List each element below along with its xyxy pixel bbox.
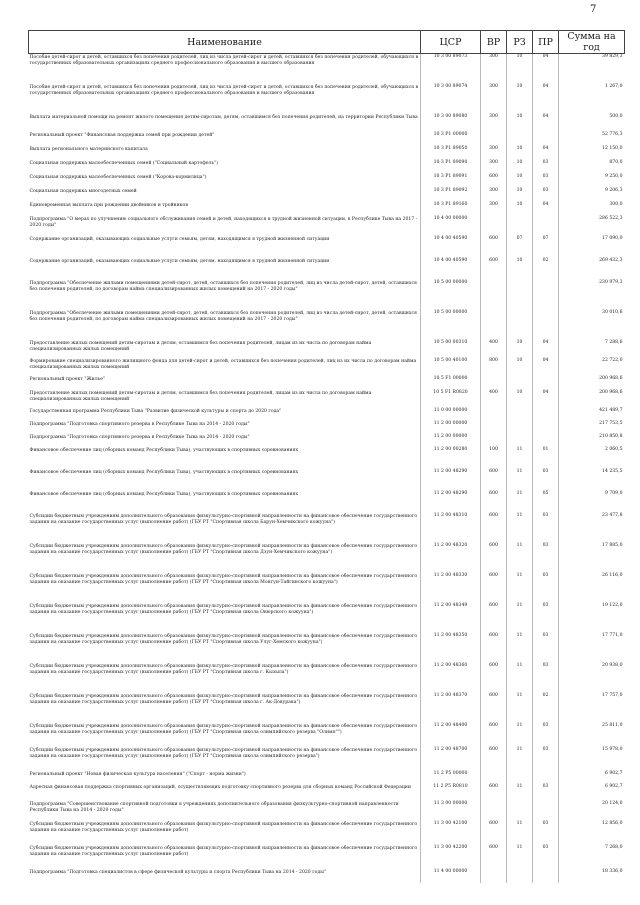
row-rz	[507, 421, 533, 434]
row-pr: 03	[533, 845, 559, 869]
row-pr: 02	[533, 693, 559, 723]
row-rz: 11	[507, 603, 533, 633]
row-vr: 100	[481, 447, 507, 469]
row-pr: 03	[533, 663, 559, 693]
row-sum: 20 124,0	[602, 800, 623, 806]
row-vr: 300	[481, 146, 507, 160]
row-sum: 7 288,6	[604, 339, 623, 345]
row-name: Региональный проект "Жилье"	[29, 376, 421, 390]
row-rz: 11	[507, 469, 533, 491]
row-sum: 30 010,6	[602, 309, 623, 315]
row-name: Субсидии бюджетным учреждениям дополнительного образования физкультурно-спортивной направленности на финансовое обеспечение государственного задания на оказание государственных услуг (выполнение работ) (ГБУ РТ "Спортивная школа г. Кызыла")	[29, 663, 421, 693]
row-pr: 01	[533, 447, 559, 469]
row-sum: 7 268,0	[604, 844, 623, 850]
row-sum: 2 060,5	[604, 446, 623, 452]
row-name: Субсидии бюджетным учреждениям дополнительного образования физкультурно-спортивной направленности на финансовое обеспечение государственного задания на оказание государственных услуг (выполнение работ) (ГБУ РТ "Спортивная школа Овюрского кожууна")	[29, 603, 421, 633]
table-row	[29, 188, 625, 202]
row-rz	[507, 216, 533, 236]
row-csr: 10 4 00 00000	[421, 216, 481, 236]
row-vr: 600	[481, 573, 507, 603]
row-rz	[507, 280, 533, 310]
row-vr	[481, 771, 507, 784]
row-sum: 300,0	[609, 201, 623, 207]
row-vr	[481, 376, 507, 390]
row-sum: 14 235,5	[602, 468, 623, 474]
row-csr: 10 4 00 40590	[421, 258, 481, 280]
row-pr: 05	[533, 491, 559, 513]
table-row	[29, 132, 625, 146]
row-name: Выплата регионального материнского капитала	[29, 146, 421, 160]
row-vr	[481, 132, 507, 146]
row-name: Подпрограмма "Обеспечение жилыми помещениями детей-сирот, детей, оставшихся без попечения родителей, лиц из числа детей-сирот, детей, оставшихся без попечения родителей, по договорам найма специализированных жилых помещений на 2017 - 2020 годы"	[29, 310, 421, 340]
header-csr: ЦСР	[421, 31, 481, 54]
row-vr: 800	[481, 358, 507, 376]
row-pr: 03	[533, 543, 559, 573]
row-name: Подпрограмма "О мерах по улучшению социального обслуживания семей и детей, находящихся в трудной жизненной ситуации, в Республике Тыва на 2017 - 2020 годы"	[29, 216, 421, 236]
row-rz: 10	[507, 84, 533, 114]
row-sum: 52 776,3	[602, 131, 623, 137]
row-sum: 20 938,0	[602, 662, 623, 668]
table-row	[29, 543, 625, 573]
row-name: Субсидии бюджетным учреждениям дополнительного образования физкультурно-спортивной направленности на финансовое обеспечение государственного задания на оказание государственных услуг (выполнение работ)	[29, 821, 421, 845]
row-name: Единовременная выплата при рождении двойников и тройников	[29, 202, 421, 216]
row-name: Государственная программа Республики Тыва "Развитие физической культуры и спорта до 2020 года"	[29, 408, 421, 421]
table-row	[29, 723, 625, 747]
row-csr: 10 3 P1 89050	[421, 146, 481, 160]
table-row	[29, 573, 625, 603]
row-name: Подпрограмма "Обеспечение жилыми помещениями детей-сирот, детей, оставшихся без попечения родителей, лиц из числа детей-сирот, детей, оставшихся без попечения родителей, по договорам найма специализированных жилых помещений на 2017 - 2020 годы"	[29, 280, 421, 310]
row-rz	[507, 801, 533, 821]
row-rz	[507, 869, 533, 883]
header-sum: Сумма на год	[559, 31, 625, 54]
row-name: Региональный проект "Финансовая поддержка семей при рождении детей"	[29, 132, 421, 146]
row-pr: 03	[533, 633, 559, 663]
row-rz: 10	[507, 258, 533, 280]
row-pr: 03	[533, 821, 559, 845]
budget-table	[28, 30, 625, 883]
row-rz: 10	[507, 202, 533, 216]
row-pr: 03	[533, 723, 559, 747]
row-csr: 11 2 00 48370	[421, 693, 481, 723]
table-row	[29, 358, 625, 376]
row-rz: 11	[507, 543, 533, 573]
table-row	[29, 258, 625, 280]
row-name: Субсидии бюджетным учреждениям дополнительного образования физкультурно-спортивной направленности на финансовое обеспечение государственного задания на оказание государственных услуг (выполнение работ)	[29, 845, 421, 869]
table-row	[29, 447, 625, 469]
row-csr: 11 2 P5 00000	[421, 771, 481, 784]
row-pr	[533, 869, 559, 883]
table-row	[29, 747, 625, 771]
table-row	[29, 376, 625, 390]
row-csr: 10 3 P1 89160	[421, 202, 481, 216]
row-csr: 11 2 00 48360	[421, 663, 481, 693]
row-pr	[533, 801, 559, 821]
row-csr: 10 5 00 40100	[421, 358, 481, 376]
row-pr: 03	[533, 174, 559, 188]
row-csr: 11 2 00 48290	[421, 469, 481, 491]
row-csr: 11 2 00 00000	[421, 421, 481, 434]
row-csr: 11 0 00 00000	[421, 408, 481, 421]
row-csr: 11 2 00 48350	[421, 633, 481, 663]
row-name: Субсидии бюджетным учреждениям дополнительного образования физкультурно-спортивной направленности на финансовое обеспечение государственного задания на оказание государственных услуг (выполнение работ) (ГБУ РТ "Спортивная школа г. Ак-Довурака")	[29, 693, 421, 723]
row-name: Финансовое обеспечение лиц (сборных команд Республики Тыва), участвующих в спортивных соревнованиях	[29, 469, 421, 491]
table-row	[29, 236, 625, 258]
row-csr: 11 3 00 42100	[421, 821, 481, 845]
row-vr: 300	[481, 188, 507, 202]
table-row	[29, 513, 625, 543]
row-sum: 217 753,5	[599, 420, 623, 426]
row-rz: 11	[507, 784, 533, 801]
row-pr: 04	[533, 84, 559, 114]
row-rz: 11	[507, 747, 533, 771]
row-sum: 200 968,6	[599, 375, 623, 381]
row-name: Подпрограмма "Совершенствование спортивной подготовки в учреждениях дополнительного образования физкультурно-спортивной направленности Республики Тыва на 2014 - 2020 годы"	[29, 801, 421, 821]
row-csr: 10 3 P1 89091	[421, 174, 481, 188]
row-vr	[481, 408, 507, 421]
row-sum: 500,0	[609, 113, 623, 119]
row-name: Предоставление жилых помещений детям-сиротам и детям, оставшимся без попечения родителей, лицам из их числа по договорам найма специализированных жилых помещений	[29, 340, 421, 358]
row-sum: 9 250,0	[604, 173, 623, 179]
row-sum: 9 206,3	[604, 187, 623, 193]
table-row	[29, 202, 625, 216]
row-rz: 10	[507, 174, 533, 188]
row-vr	[481, 801, 507, 821]
row-sum: 870,0	[609, 159, 623, 165]
row-rz: 10	[507, 358, 533, 376]
row-rz: 10	[507, 160, 533, 174]
table-row	[29, 469, 625, 491]
row-name: Пособие детей-сирот и детей, оставшихся без попечения родителей, лиц из числа детей-сирот и детей, оставшихся без попечения родителей, обучающихся в государственных образовательных организациях среднего профессионального образования и высшего образования	[29, 84, 421, 114]
row-sum: 6 902,7	[604, 783, 623, 789]
table-row	[29, 801, 625, 821]
row-csr: 11 2 00 00000	[421, 434, 481, 447]
row-rz	[507, 434, 533, 447]
row-csr: 10 3 P1 89090	[421, 160, 481, 174]
row-name: Выплата материальной помощи на ремонт жилого помещения детям-сиротам, детям, оставшимся без попечения родителей, на территории Республики Тыва	[29, 114, 421, 132]
row-sum: 15 978,0	[602, 746, 623, 752]
row-rz: 07	[507, 236, 533, 258]
row-rz: 10	[507, 54, 533, 84]
row-rz	[507, 310, 533, 340]
row-name: Подпрограмма "Подготовка спортивного резерва в Республике Тыва на 2014 - 2020 годы"	[29, 434, 421, 447]
row-vr	[481, 310, 507, 340]
row-sum: 22 722,0	[602, 357, 623, 363]
row-sum: 12 856,0	[602, 820, 623, 826]
row-vr: 600	[481, 513, 507, 543]
row-name: Социальная поддержка многодетных семей	[29, 188, 421, 202]
row-csr: 11 3 00 42200	[421, 845, 481, 869]
row-vr: 300	[481, 54, 507, 84]
table-row	[29, 174, 625, 188]
row-sum: 25 811,0	[602, 722, 623, 728]
row-name: Субсидии бюджетным учреждениям дополнительного образования физкультурно-спортивной направленности на финансовое обеспечение государственного задания на оказание государственных услуг (выполнение работ) (ГБУ РТ "Спортивная школа олимпийского резерва")	[29, 747, 421, 771]
row-sum: 269 432,3	[599, 257, 623, 263]
row-vr: 600	[481, 491, 507, 513]
row-vr: 600	[481, 845, 507, 869]
row-name: Субсидии бюджетным учреждениям дополнительного образования физкультурно-спортивной направленности на финансовое обеспечение государственного задания на оказание государственных услуг (выполнение работ) (ГБУ РТ "Спортивная школа Улуг-Хемского кожууна")	[29, 633, 421, 663]
row-name: Субсидии бюджетным учреждениям дополнительного образования физкультурно-спортивной направленности на финансовое обеспечение государственного задания на оказание государственных услуг (выполнение работ) (ГБУ РТ "Спортивная школа Монгун-Тайгинского кожууна")	[29, 573, 421, 603]
row-vr: 600	[481, 258, 507, 280]
header-rz: РЗ	[507, 31, 533, 54]
row-pr: 02	[533, 258, 559, 280]
row-vr: 600	[481, 603, 507, 633]
table-row	[29, 146, 625, 160]
row-name: Финансовое обеспечение лиц (сборных команд Республики Тыва), участвующих в спортивных соревнованиях	[29, 447, 421, 469]
row-pr: 04	[533, 202, 559, 216]
row-csr: 11 3 00 00000	[421, 801, 481, 821]
row-vr: 600	[481, 821, 507, 845]
row-pr	[533, 421, 559, 434]
row-vr: 300	[481, 84, 507, 114]
row-pr: 03	[533, 188, 559, 202]
table-row	[29, 845, 625, 869]
row-rz: 11	[507, 633, 533, 663]
table-row	[29, 784, 625, 801]
page-number: 7	[590, 4, 597, 15]
row-name: Субсидии бюджетным учреждениям дополнительного образования физкультурно-спортивной направленности на финансовое обеспечение государственного задания на оказание государственных услуг (выполнение работ) (ГБУ РТ "Спортивная школа Барун-Хемчикского кожууна")	[29, 513, 421, 543]
table-header-row	[29, 31, 625, 54]
row-rz: 11	[507, 663, 533, 693]
table-row	[29, 54, 625, 84]
row-csr: 10 5 00 00000	[421, 280, 481, 310]
row-csr: 11 2 00 48290	[421, 491, 481, 513]
table-row	[29, 390, 625, 408]
row-name: Финансовое обеспечение лиц (сборных команд Республики Тыва), участвующих в спортивных соревнованиях	[29, 491, 421, 513]
row-vr: 600	[481, 723, 507, 747]
row-vr	[481, 434, 507, 447]
row-pr: 04	[533, 114, 559, 132]
row-pr	[533, 132, 559, 146]
row-vr	[481, 216, 507, 236]
table-row	[29, 771, 625, 784]
row-vr: 600	[481, 236, 507, 258]
table-row	[29, 821, 625, 845]
row-csr: 10 3 P1 89092	[421, 188, 481, 202]
table-row	[29, 216, 625, 236]
row-pr	[533, 434, 559, 447]
row-sum: 18 336,0	[602, 868, 623, 874]
row-pr	[533, 408, 559, 421]
table-row	[29, 434, 625, 447]
row-vr	[481, 869, 507, 883]
row-rz: 11	[507, 693, 533, 723]
row-name: Подпрограмма "Подготовка специалистов в сфере физической культуры и спорта Республики Тыва на 2014 - 2020 годы"	[29, 869, 421, 883]
row-sum: 17 090,0	[602, 235, 623, 241]
row-vr: 400	[481, 340, 507, 358]
row-csr: 11 2 00 48310	[421, 513, 481, 543]
row-csr: 11 2 P5 R0810	[421, 784, 481, 801]
row-name: Социальная поддержка малообеспеченных семей ("Корова-кормилица")	[29, 174, 421, 188]
table-row	[29, 408, 625, 421]
row-vr: 600	[481, 633, 507, 663]
row-rz: 10	[507, 146, 533, 160]
row-pr: 03	[533, 573, 559, 603]
row-vr	[481, 421, 507, 434]
row-csr: 11 4 00 00000	[421, 869, 481, 883]
row-vr: 300	[481, 160, 507, 174]
row-csr: 10 5 00 00000	[421, 310, 481, 340]
row-pr	[533, 280, 559, 310]
row-pr: 04	[533, 340, 559, 358]
table-row	[29, 114, 625, 132]
table-row	[29, 693, 625, 723]
header-pr: ПР	[533, 31, 559, 54]
row-rz: 11	[507, 573, 533, 603]
row-vr: 600	[481, 784, 507, 801]
row-csr: 10 3 00 89073	[421, 54, 481, 84]
table-row	[29, 869, 625, 883]
row-pr: 04	[533, 358, 559, 376]
row-pr: 03	[533, 513, 559, 543]
row-name: Субсидии бюджетным учреждениям дополнительного образования физкультурно-спортивной направленности на финансовое обеспечение государственного задания на оказание государственных услуг (выполнение работ) (ГБУ РТ "Спортивная школа Дзун-Хемчикского кожууна")	[29, 543, 421, 573]
row-sum: 39 829,3	[602, 54, 623, 59]
row-csr: 10 4 00 40590	[421, 236, 481, 258]
row-sum: 200 968,6	[599, 389, 623, 395]
row-csr: 10 5 F1 R0820	[421, 390, 481, 408]
row-rz: 11	[507, 447, 533, 469]
row-rz	[507, 771, 533, 784]
row-csr: 11 2 00 48700	[421, 747, 481, 771]
table-row	[29, 633, 625, 663]
row-sum: 26 116,0	[602, 572, 623, 578]
row-csr: 11 2 00 48400	[421, 723, 481, 747]
table-row	[29, 491, 625, 513]
row-rz: 10	[507, 390, 533, 408]
row-pr	[533, 771, 559, 784]
row-name: Подпрограмма "Подготовка спортивного резерва в Республике Тыва на 2014 - 2020 годы"	[29, 421, 421, 434]
row-name: Региональный проект "Новая физическая культура населения" ("Спорт - норма жизни")	[29, 771, 421, 784]
row-csr: 10 3 00 89080	[421, 114, 481, 132]
row-pr: 03	[533, 160, 559, 174]
row-csr: 11 2 00 00280	[421, 447, 481, 469]
row-rz: 11	[507, 723, 533, 747]
row-pr: 04	[533, 54, 559, 84]
row-sum: 17 885,0	[602, 542, 623, 548]
row-name: Формирование специализированного жилищного фонда для детей-сирот и детей, оставшихся без попечения родителей, лиц из их числа по договорам найма специализированных жилых помещений	[29, 358, 421, 376]
row-rz: 10	[507, 188, 533, 202]
table-row	[29, 310, 625, 340]
row-vr: 600	[481, 663, 507, 693]
row-pr: 04	[533, 146, 559, 160]
row-name: Адресная финансовая поддержка спортивных организаций, осуществляющих подготовку спортивного резерва для сборных команд Российской Федерации	[29, 784, 421, 801]
header-vr: ВР	[481, 31, 507, 54]
row-pr	[533, 376, 559, 390]
row-rz: 10	[507, 340, 533, 358]
row-name: Содержание организаций, оказывающих социальные услуги семьям, детям, находящимся в трудной жизненной ситуации	[29, 236, 421, 258]
table-row	[29, 160, 625, 174]
table-body	[29, 54, 625, 883]
row-rz: 11	[507, 845, 533, 869]
row-sum: 17 757,0	[602, 692, 623, 698]
header-name: Наименование	[29, 31, 421, 54]
row-vr: 400	[481, 390, 507, 408]
row-pr: 03	[533, 747, 559, 771]
row-sum: 1 267,0	[604, 83, 623, 89]
table-row	[29, 421, 625, 434]
row-sum: 9 709,0	[604, 490, 623, 496]
row-vr: 600	[481, 543, 507, 573]
row-pr: 04	[533, 390, 559, 408]
row-sum: 12 150,0	[602, 145, 623, 151]
row-sum: 421 489,7	[599, 407, 623, 413]
row-csr: 11 2 00 48349	[421, 603, 481, 633]
row-vr	[481, 280, 507, 310]
row-vr: 600	[481, 174, 507, 188]
row-sum: 210 850,8	[599, 433, 623, 439]
row-sum: 17 771,0	[602, 632, 623, 638]
row-name: Пособие детей-сирот и детей, оставшихся без попечения родителей, лиц из числа детей-сирот и детей, оставшихся без попечения родителей, обучающихся в государственных образовательных организациях среднего профессионального образования и высшего образования	[29, 54, 421, 84]
row-pr: 03	[533, 784, 559, 801]
row-csr: 11 2 00 48330	[421, 573, 481, 603]
table-row	[29, 663, 625, 693]
row-pr	[533, 216, 559, 236]
row-vr: 600	[481, 747, 507, 771]
row-rz	[507, 408, 533, 421]
row-rz: 11	[507, 513, 533, 543]
row-pr: 03	[533, 469, 559, 491]
row-name: Социальная поддержка малообеспеченных семей ("Социальный картофель")	[29, 160, 421, 174]
row-name: Субсидии бюджетным учреждениям дополнительного образования физкультурно-спортивной направленности на финансовое обеспечение государственного задания на оказание государственных услуг (выполнение работ) (ГБУ РТ "Спортивная школа олимпийского резерва "Олимп"")	[29, 723, 421, 747]
row-sum: 230 979,3	[599, 279, 623, 285]
row-rz: 11	[507, 821, 533, 845]
table-row	[29, 84, 625, 114]
row-csr: 10 5 F1 00000	[421, 376, 481, 390]
row-sum: 286 522,3	[599, 215, 623, 221]
row-rz	[507, 376, 533, 390]
row-pr: 07	[533, 236, 559, 258]
table-row	[29, 340, 625, 358]
row-vr: 600	[481, 693, 507, 723]
row-sum: 19 122,0	[602, 602, 623, 608]
row-vr: 300	[481, 114, 507, 132]
row-vr: 300	[481, 202, 507, 216]
row-sum: 23 477,8	[602, 512, 623, 518]
table-row	[29, 603, 625, 633]
row-pr	[533, 310, 559, 340]
row-name: Содержание организаций, оказывающих социальные услуги семьям, детям, находящимся в трудной жизненной ситуации	[29, 258, 421, 280]
row-name: Предоставление жилых помещений детям-сиротам и детям, оставшимся без попечения родителей, лицам из их числа по договорам найма специализированных жилых помещений	[29, 390, 421, 408]
row-vr: 600	[481, 469, 507, 491]
row-rz: 10	[507, 114, 533, 132]
row-rz	[507, 132, 533, 146]
row-csr: 10 3 P1 00000	[421, 132, 481, 146]
row-csr: 10 5 00 00310	[421, 340, 481, 358]
row-sum: 6 902,7	[604, 770, 623, 776]
row-csr: 11 2 00 48320	[421, 543, 481, 573]
row-rz: 11	[507, 491, 533, 513]
row-csr: 10 3 00 89074	[421, 84, 481, 114]
table-row	[29, 280, 625, 310]
row-pr: 03	[533, 603, 559, 633]
